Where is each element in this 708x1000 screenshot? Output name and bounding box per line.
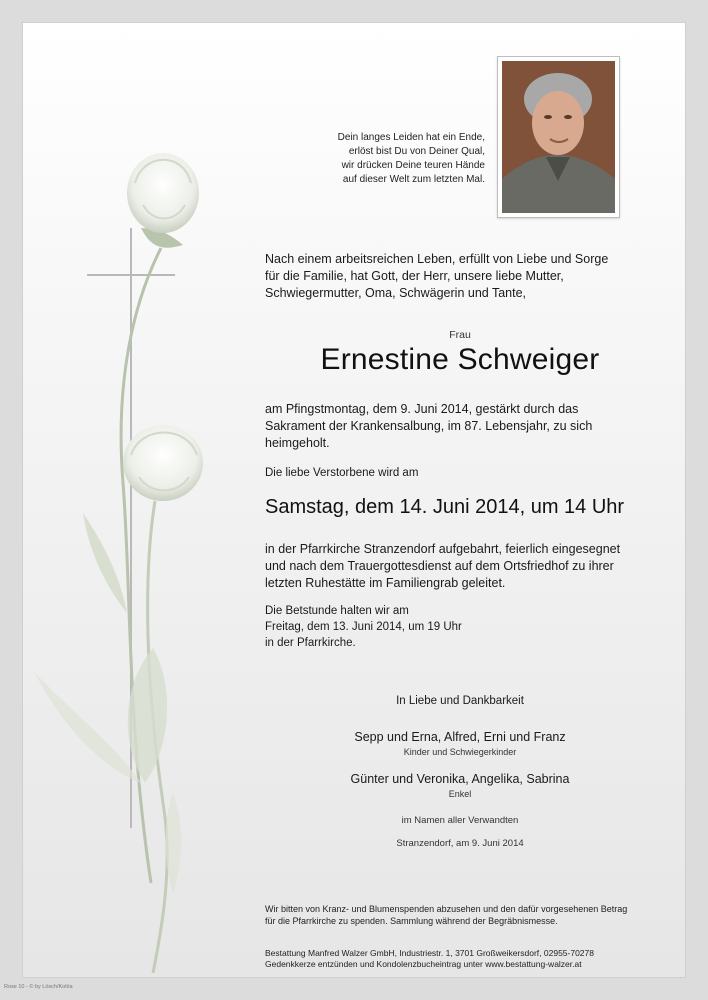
undertaker-line: Bestattung Manfred Walzer GmbH, Industriestr. 1, 3701 Großweikersdorf, 02955-70278 xyxy=(265,948,594,958)
death-line: Sakrament der Krankensalbung, im 87. Lebensjahr, zu sich xyxy=(265,419,593,433)
funeral-date: Samstag, dem 14. Juni 2014, um 14 Uhr xyxy=(265,496,625,518)
portrait-photo xyxy=(502,61,615,213)
prayer-hour xyxy=(265,603,655,651)
mourners-grandchildren: Günter und Veronika, Angelika, Sabrina xyxy=(350,772,570,786)
intro-paragraph xyxy=(265,251,655,302)
poem-line: erlöst bist Du von Deiner Qual, xyxy=(348,146,485,157)
place-and-date: Stranzendorf, am 9. Juni 2014 xyxy=(396,838,524,849)
request-line: Wir bitten von Kranz- und Blumenspenden abzusehen und den dafür vorgesehenen Betrag xyxy=(265,904,628,914)
closing-phrase: In Liebe und Dankbarkeit xyxy=(396,695,524,707)
mourners-children: Sepp und Erna, Alfred, Erni und Franz xyxy=(354,730,566,744)
request-line: für die Pfarrkirche zu spenden. Sammlung während der Begräbnismesse. xyxy=(265,916,558,926)
vigil-line: Freitag, dem 13. Juni 2014, um 19 Uhr xyxy=(265,621,462,633)
details-line: und nach dem Trauergottesdienst auf dem Ortsfriedhof zu ihrer xyxy=(265,559,614,573)
vigil-line: in der Pfarrkirche. xyxy=(265,637,356,649)
funeral-announcement: Die liebe Verstorbene wird am xyxy=(265,467,419,479)
poem-verse xyxy=(245,131,485,187)
poem-line: Dein langes Leiden hat ein Ende, xyxy=(337,132,485,143)
intro-line: Nach einem arbeitsreichen Leben, erfüllt von Liebe und Sorge xyxy=(265,252,609,266)
mourners-grandchildren-role: Enkel xyxy=(448,789,472,799)
deceased-name: Ernestine Schweiger xyxy=(320,343,600,376)
vigil-line: Die Betstunde halten wir am xyxy=(265,605,409,617)
details-line: in der Pfarrkirche Stranzendorf aufgebahrt, feierlich eingesegnet xyxy=(265,542,621,556)
funeral-details xyxy=(265,541,655,592)
relatives-note: im Namen aller Verwandten xyxy=(401,815,519,826)
poem-line: wir drücken Deine teuren Hände xyxy=(341,160,485,171)
donation-request xyxy=(265,903,675,927)
undertaker-info xyxy=(265,948,675,970)
portrait-photo-frame xyxy=(497,56,620,218)
rose-cross-decoration xyxy=(23,23,263,978)
image-credit: Rose 10 - © by Lösch/Kohla xyxy=(4,984,73,990)
obituary-card xyxy=(22,22,686,978)
intro-line: für die Familie, hat Gott, der Herr, unsere liebe Mutter, xyxy=(265,269,564,283)
undertaker-line: Gedenkkerze entzünden und Kondolenzbucheintrag unter www.bestattung-walzer.at xyxy=(265,959,582,969)
death-line: heimgeholt. xyxy=(265,436,330,450)
poem-line: auf dieser Welt zum letzten Mal. xyxy=(342,174,485,185)
death-paragraph xyxy=(265,401,655,452)
intro-line: Schwiegermutter, Oma, Schwägerin und Tante, xyxy=(265,286,527,300)
salutation: Frau xyxy=(449,329,471,341)
death-line: am Pfingstmontag, dem 9. Juni 2014, gestärkt durch das xyxy=(265,402,579,416)
details-line: letzten Ruhestätte im Familiengrab geleitet. xyxy=(265,576,506,590)
mourners-children-role: Kinder und Schwiegerkinder xyxy=(403,747,517,757)
